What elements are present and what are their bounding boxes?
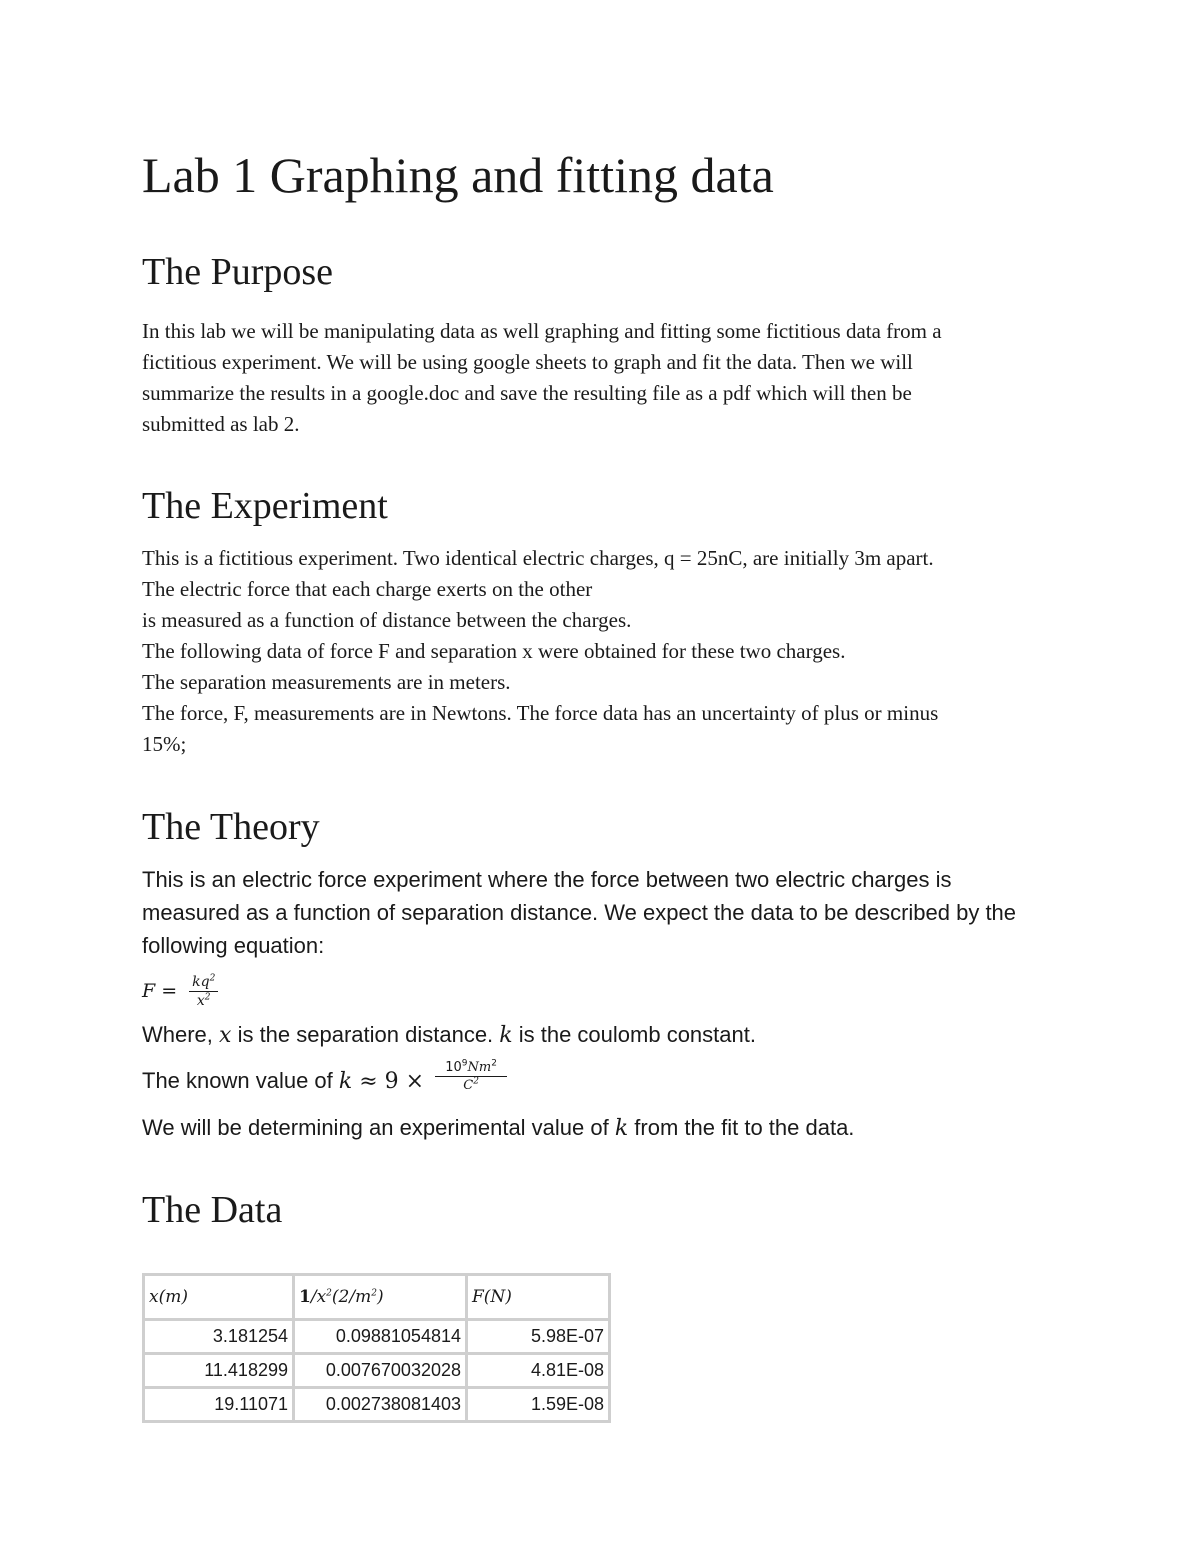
- where-line: Where, x is the separation distance. k is the coulomb constant.: [142, 1022, 756, 1048]
- purpose-heading: The Purpose: [142, 251, 334, 293]
- known-value-fraction: $\frac{10^9Nm^2}{C^2}$: [435, 1059, 507, 1094]
- coulomb-equation: [142, 966, 218, 1016]
- approx-expression: ≈ 9 ×: [352, 1069, 432, 1094]
- equation-equals: =: [161, 980, 178, 1002]
- experiment-line: The following data of force F and separation x were obtained for these two charges.: [142, 639, 846, 663]
- purpose-line: submitted as lab 2.: [142, 412, 300, 436]
- cell-x: 19.11071: [144, 1388, 294, 1422]
- numerator-exponent: 2: [209, 972, 216, 983]
- equation-lhs: F: [142, 980, 156, 1002]
- denominator-exponent: 2: [204, 991, 211, 1002]
- table-header-row: [144, 1275, 610, 1320]
- experiment-heading: The Experiment: [142, 485, 388, 527]
- table-row: [144, 1320, 610, 1354]
- experiment-line: is measured as a function of distance between the charges.: [142, 608, 632, 632]
- experiment-line: The electric force that each charge exerts on the other: [142, 577, 593, 601]
- purpose-paragraph: [142, 316, 1072, 440]
- experiment-line: The force, F, measurements are in Newtons. The force data has an uncertainty of plus or minus: [142, 701, 939, 725]
- purpose-line: In this lab we will be manipulating data as well graphing and fitting some fictitious data from a: [142, 319, 942, 343]
- cell-force: 5.98E-07: [467, 1320, 610, 1354]
- cell-force: 1.59E-08: [467, 1388, 610, 1422]
- determine-line: We will be determining an experimental value of k from the fit to the data.: [142, 1115, 855, 1141]
- cell-force: 4.81E-08: [467, 1354, 610, 1388]
- purpose-line: fictitious experiment. We will be using google sheets to graph and fit the data. Then we will: [142, 350, 913, 374]
- var-k: k: [338, 1069, 353, 1094]
- experiment-line: This is a fictitious experiment. Two identical electric charges, q = 25nC, are initially 3m apart.: [142, 546, 934, 570]
- cell-inverse-x-squared: 0.007670032028: [294, 1354, 467, 1388]
- theory-line: following equation:: [142, 933, 325, 958]
- purpose-line: summarize the results in a google.doc and save the resulting file as a pdf which will then be: [142, 381, 912, 405]
- experiment-line: The separation measurements are in meters.: [142, 670, 511, 694]
- table-row: [144, 1354, 610, 1388]
- var-k: k: [614, 1116, 629, 1141]
- cell-x: 11.418299: [144, 1354, 294, 1388]
- header-x: x(m): [144, 1275, 294, 1320]
- theory-line: measured as a function of separation distance. We expect the data to be described by the: [142, 900, 1017, 925]
- document-title: Lab 1 Graphing and fitting data: [142, 147, 774, 203]
- cell-inverse-x-squared: 0.09881054814: [294, 1320, 467, 1354]
- experiment-line: 15%;: [142, 732, 187, 756]
- var-x: x: [219, 1023, 232, 1048]
- header-inverse-x-squared: $1/x^2(2/m^2)$: [294, 1275, 467, 1320]
- header-force: F(N): [467, 1275, 610, 1320]
- cell-x: 3.181254: [144, 1320, 294, 1354]
- equation-denominator: x: [196, 992, 205, 1009]
- data-table: [142, 1273, 611, 1423]
- experiment-paragraph: [142, 543, 1072, 760]
- equation-fraction: [189, 973, 218, 1010]
- cell-inverse-x-squared: 0.002738081403: [294, 1388, 467, 1422]
- known-value-line: The known value of k ≈ 9 × $\frac{10^9Nm^2}{C^2}$: [142, 1064, 507, 1100]
- var-k: k: [499, 1023, 513, 1048]
- table-row: [144, 1388, 610, 1422]
- theory-heading: The Theory: [142, 806, 320, 848]
- data-heading: The Data: [142, 1189, 283, 1231]
- equation-numerator: kq: [192, 973, 210, 990]
- theory-line: This is an electric force experiment where the force between two electric charges is: [142, 867, 952, 892]
